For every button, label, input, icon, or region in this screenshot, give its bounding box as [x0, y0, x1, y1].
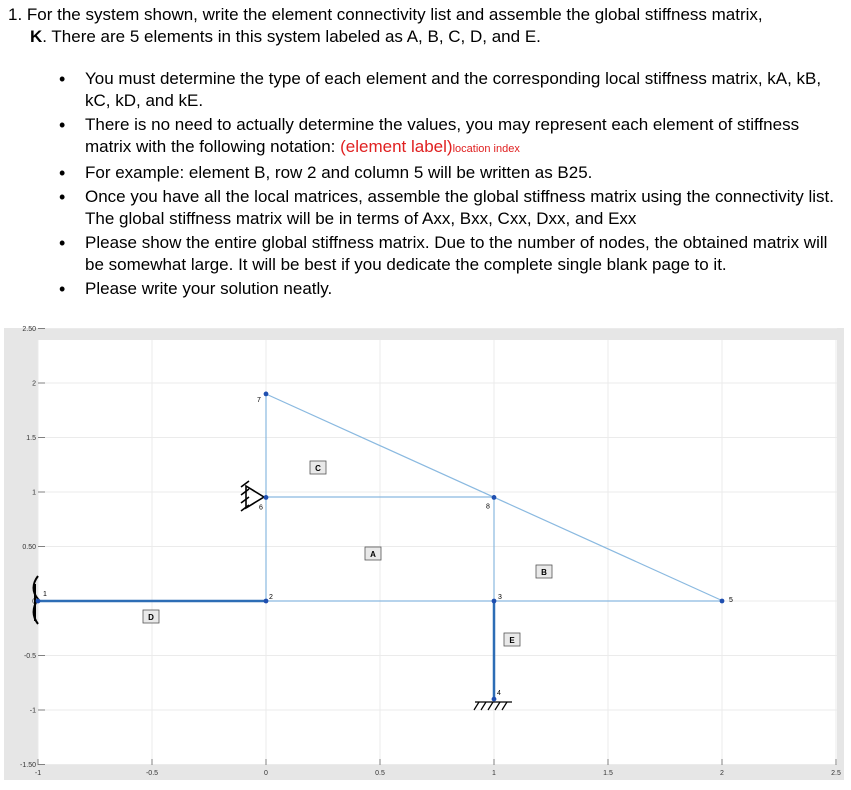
node-label-2: 2: [269, 594, 273, 601]
x-tick-label: -0.5: [145, 770, 159, 777]
y-tick-label: -1.50: [20, 762, 36, 769]
node-8: [492, 495, 497, 500]
node-label-7: 7: [257, 396, 261, 404]
y-tick-label: 1.5: [26, 435, 36, 442]
bullet-neatly: • Please write your solution neatly.: [55, 278, 835, 300]
node-2: [264, 599, 269, 604]
bullet-element-type: • You must determine the type of each element and the corresponding local stiffness matrix, kA, kB, kC, kD, and kE.: [55, 68, 835, 112]
x-tick-label: 1.5: [603, 770, 613, 777]
bullet-notation-text: There is no need to actually determine the values, you may represent each element of stiffness matrix with the following notation:: [85, 115, 800, 156]
element-label-e: [504, 633, 520, 646]
node-label-8: 8: [486, 503, 490, 511]
node-3: [492, 599, 497, 604]
structure-figure: [0, 326, 851, 785]
node-label-4: 4: [497, 690, 501, 698]
element-label-d: [143, 610, 159, 623]
bullet-example: • For example: element B, row 2 and column 5 will be written as B25.: [55, 162, 835, 184]
node-label-3: 3: [498, 594, 502, 601]
element-label-c: [310, 461, 326, 474]
svg-text:D: D: [148, 613, 154, 622]
question-line-2-rest: . There are 5 elements in this system labeled as A, B, C, D, and E.: [42, 27, 541, 46]
svg-text:A: A: [370, 550, 376, 559]
node-6: [264, 495, 269, 500]
x-tick-label: 1: [492, 770, 496, 777]
x-tick-label: -1: [34, 770, 42, 777]
y-tick-label: 0.50: [22, 544, 36, 551]
node-label-6: 6: [259, 504, 263, 512]
y-tick-label: 2.50: [22, 326, 36, 333]
y-tick-label: 0: [32, 598, 36, 606]
instruction-list: [55, 68, 835, 302]
x-tick-label: 0: [264, 770, 268, 777]
node-label-1: 1: [43, 591, 47, 598]
notation-element-label: (element label): [340, 137, 453, 156]
y-tick-label: 1: [32, 489, 36, 497]
y-tick-label: -1: [29, 707, 36, 715]
node-1: [36, 599, 41, 604]
x-tick-label: 0.5: [375, 770, 385, 777]
plot-area: [38, 340, 837, 765]
bullet-assemble: • Once you have all the local matrices, assemble the global stiffness matrix using the connectivity list. The global stiffness matrix will be in terms of Axx, Bxx, Cxx, Dxx, and Exx: [55, 186, 835, 230]
svg-text:B: B: [541, 568, 547, 577]
node-5: [720, 599, 725, 604]
bullet-notation: [55, 114, 835, 160]
question-line-1: 1. For the system shown, write the element connectivity list and assemble the global stiffness matrix,: [8, 5, 763, 24]
question-line-2: [8, 26, 843, 48]
x-tick-label: 2: [720, 770, 724, 777]
question-text: [8, 4, 843, 48]
bullet-show-matrix: • Please show the entire global stiffness matrix. Due to the number of nodes, the obtained matrix will be somewhat large. It will be best if you dedicate the complete single blank page to it.: [55, 232, 835, 276]
element-label-b: [536, 565, 552, 578]
notation-location-index: location index: [452, 143, 520, 155]
global-k-symbol: K: [30, 27, 43, 46]
node-4: [492, 697, 497, 702]
x-tick-label: 2.5: [831, 770, 841, 777]
y-tick-label: -0.5: [23, 653, 36, 660]
y-tick-label: 2: [32, 380, 36, 388]
svg-text:E: E: [509, 636, 515, 645]
svg-text:C: C: [315, 464, 321, 473]
node-label-5: 5: [729, 597, 733, 604]
structure-plot: [0, 326, 851, 785]
element-label-a: [365, 547, 381, 560]
node-7: [264, 392, 269, 397]
